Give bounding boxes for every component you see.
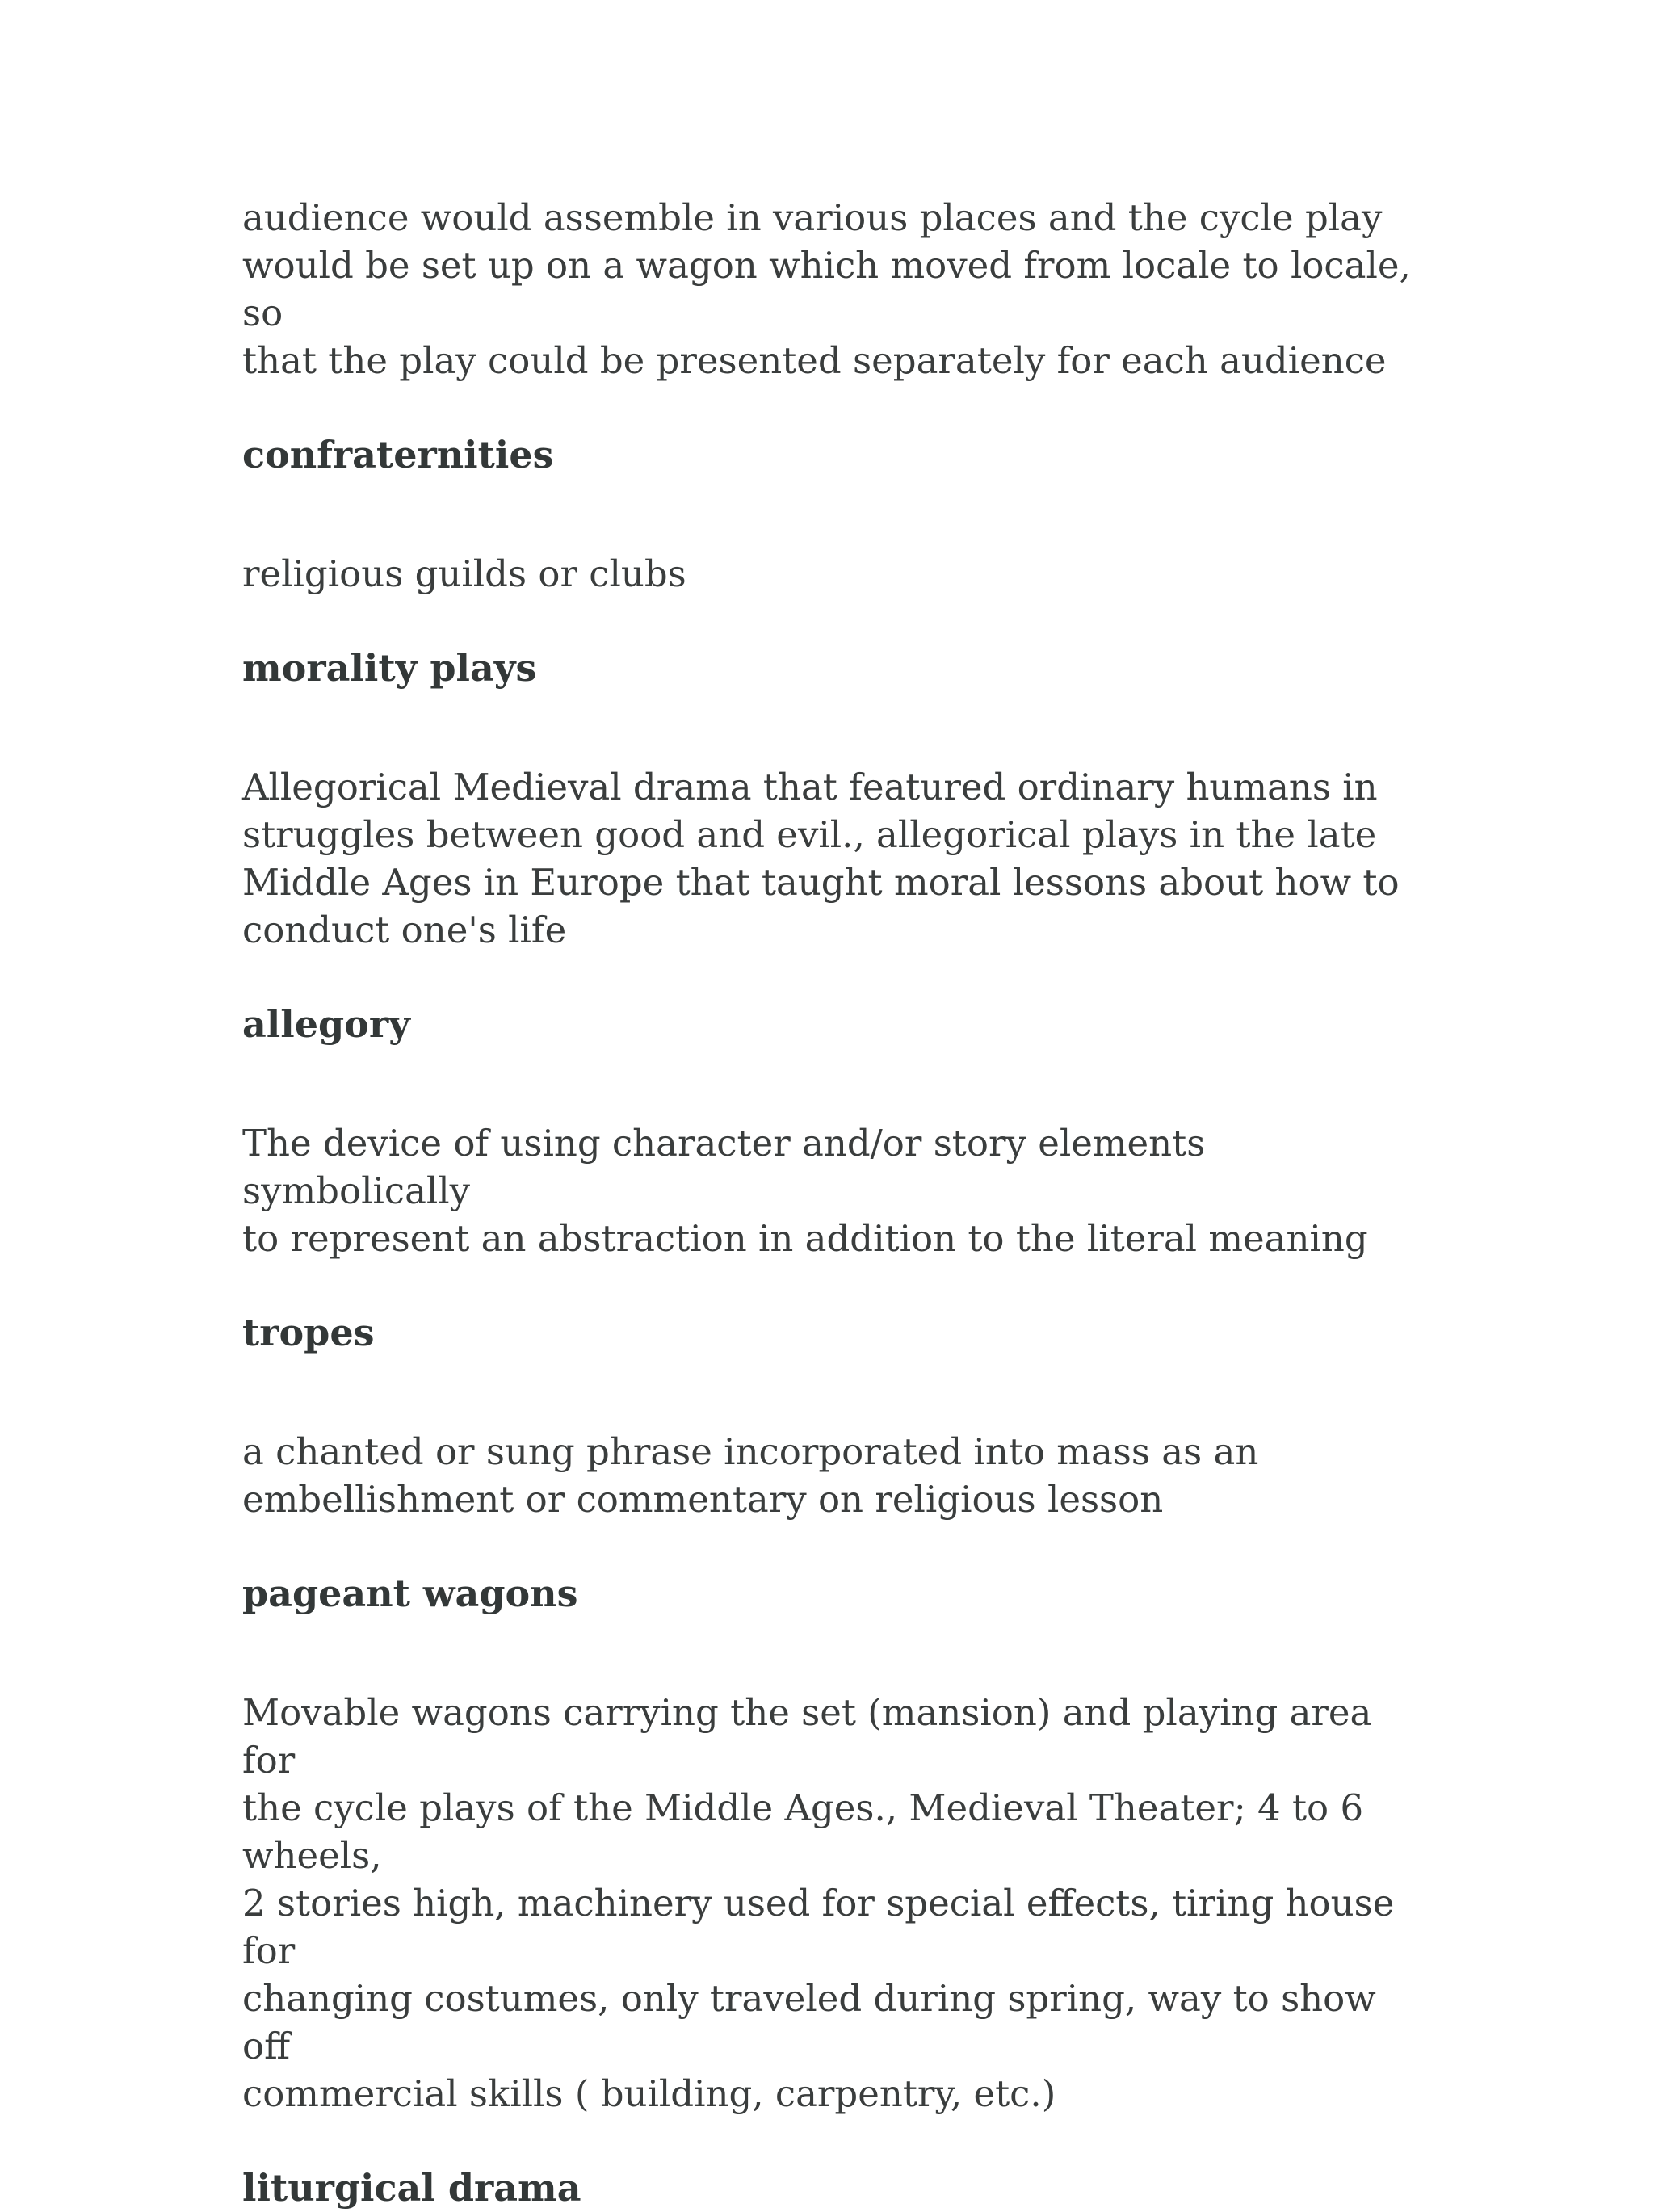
term-liturgical-drama: liturgical drama — [242, 2166, 581, 2210]
definition-allegory: The device of using character and/or story elements symbolically to represent an abstraction in addition to the literal meaning — [242, 1122, 1368, 1260]
spacer — [242, 692, 1421, 763]
definition-tropes: a chanted or sung phrase incorporated into mass as an embellishment or commentary on religious lesson — [242, 1430, 1259, 1521]
spacer — [242, 1262, 1421, 1309]
document-page — [242, 194, 1421, 2212]
term-pageant-wagons: pageant wagons — [242, 1572, 578, 1615]
spacer — [242, 1048, 1421, 1119]
spacer — [242, 954, 1421, 1001]
spacer — [242, 598, 1421, 644]
spacer — [242, 479, 1421, 550]
definition-confraternities: religious guilds or clubs — [242, 552, 686, 595]
definition-pageant-wagons: Movable wagons carrying the set (mansion) and playing area for the cycle plays of the Middle Ages., Medieval Theater; 4 to 6 wheels, 2 stories high, machinery used for special effects, tiring house for changing costumes, only traveled during spring, way to show off commercial skills ( building, carpentry, etc.) — [242, 1691, 1395, 2115]
term-allegory: allegory — [242, 1002, 410, 1046]
definition-morality-plays: Allegorical Medieval drama that featured ordinary humans in struggles between good and evil., allegorical plays in the late Middle Ages in Europe that taught moral lessons about how to conduct one's life — [242, 766, 1400, 951]
term-confraternities: confraternities — [242, 433, 554, 476]
term-morality-plays: morality plays — [242, 646, 537, 690]
spacer — [242, 384, 1421, 431]
spacer — [242, 1523, 1421, 1570]
spacer — [242, 2118, 1421, 2164]
spacer — [242, 1357, 1421, 1428]
spacer — [242, 1618, 1421, 1689]
term-tropes: tropes — [242, 1311, 375, 1354]
intro-paragraph: audience would assemble in various places and the cycle play would be set up on a wagon which moved from locale to locale, so that the play could be presented separately for each audience — [242, 196, 1411, 382]
